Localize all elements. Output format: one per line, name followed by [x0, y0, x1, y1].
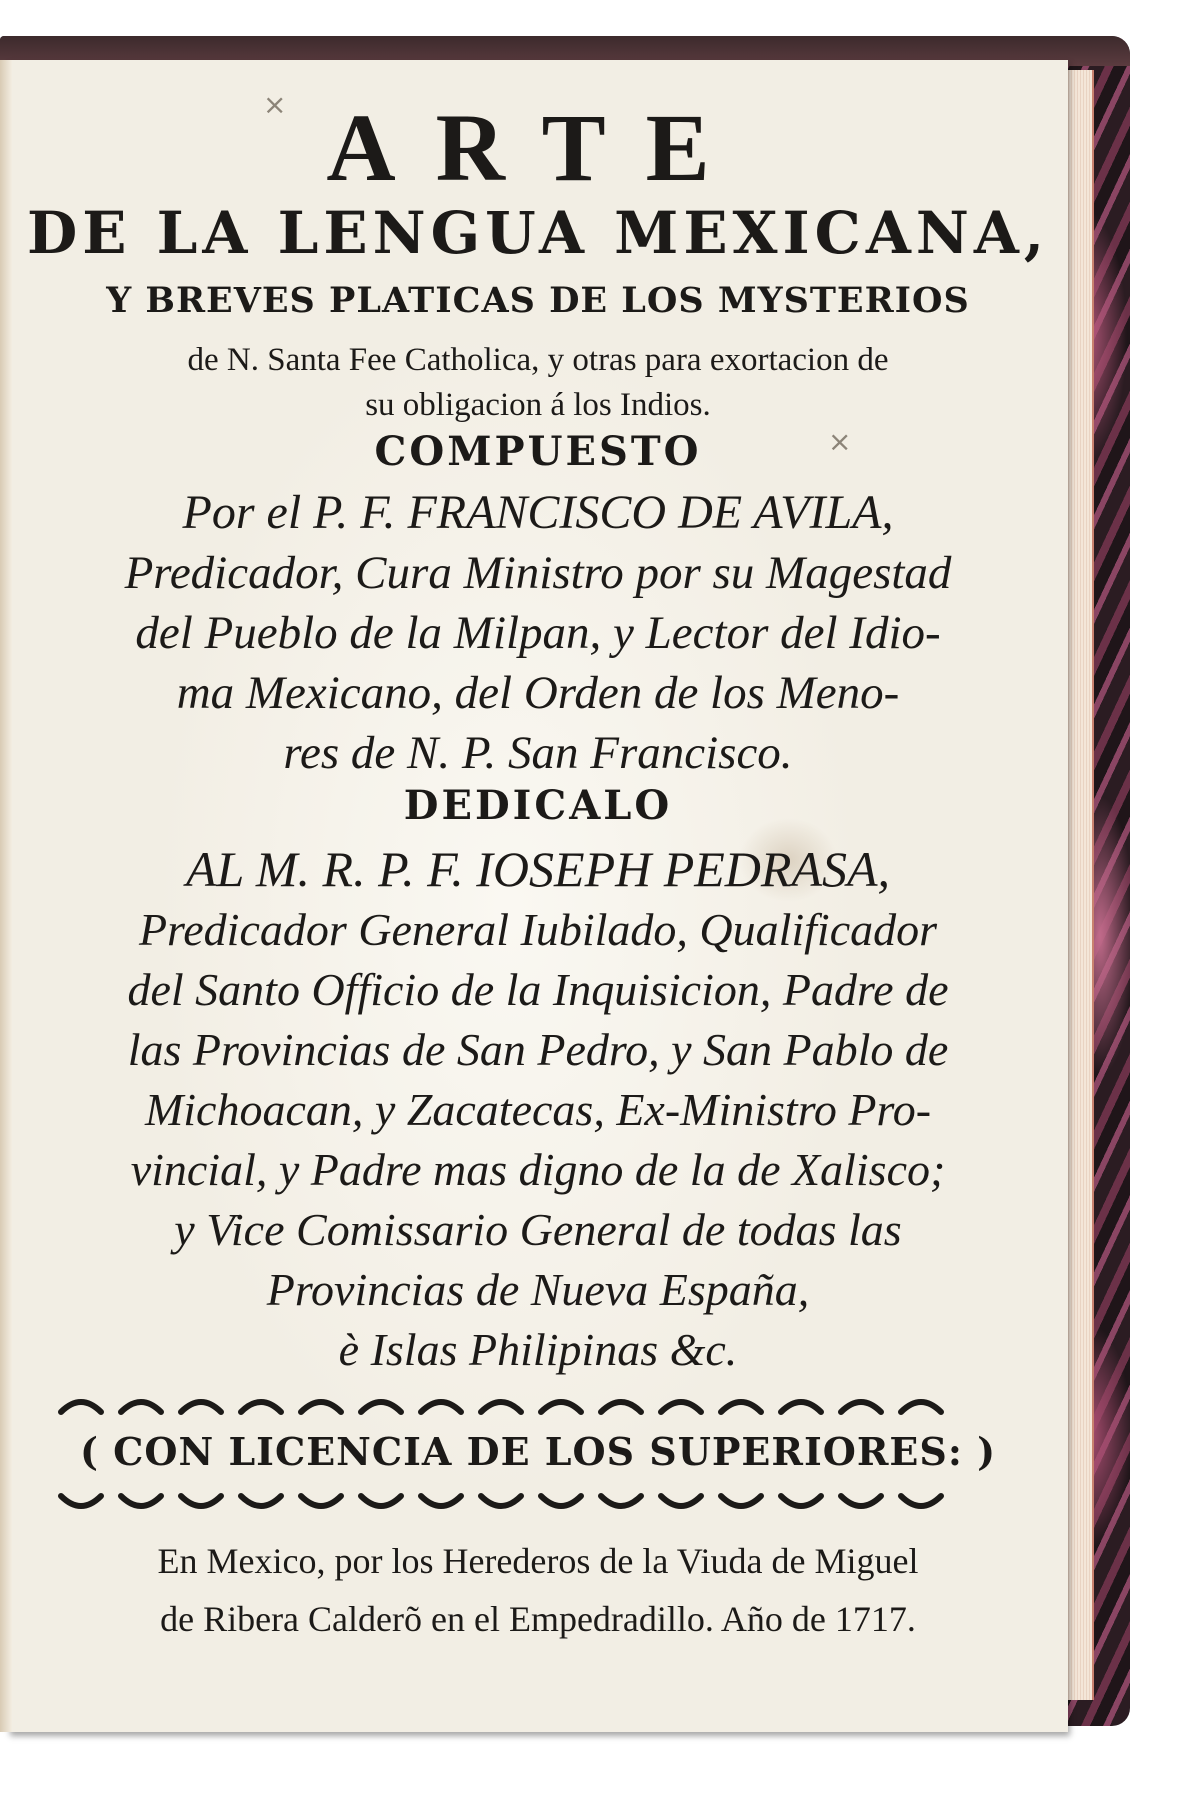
- author-line: ma Mexicano, del Orden de los Meno-: [176, 667, 900, 719]
- ornamental-border-bottom: [56, 1488, 976, 1518]
- author-line: Por el P. F. FRANCISCO DE AVILA,: [182, 486, 894, 539]
- description-line: de N. Santa Fee Catholica, y otras para exortacion de: [187, 342, 889, 378]
- ornamental-border-top: [56, 1390, 976, 1420]
- dedicatee-line: las Provincias de San Pedro, y San Pablo de: [127, 1024, 949, 1075]
- dedicatee-line: AL M. R. P. F. IOSEPH PEDRASA,: [185, 841, 891, 897]
- license-line: ( CON LICENCIA DE LOS SUPERIORES: ): [79, 1429, 997, 1474]
- description-line: Y BREVES PLATICAS DE LOS MYSTERIOS: [106, 280, 970, 321]
- dedicatee-line: Michoacan, y Zacatecas, Ex-Ministro Pro-: [144, 1084, 932, 1135]
- title-page: [8, 60, 1068, 1732]
- author-line: res de N. P. San Francisco.: [283, 727, 793, 779]
- imprint-line: En Mexico, por los Herederos de la Viuda de Miguel: [157, 1541, 919, 1581]
- author-line: Predicador, Cura Ministro por su Magestad: [124, 547, 952, 599]
- dedicatee-line: Predicador General Iubilado, Qualificador: [138, 904, 938, 955]
- dedicatee-line: è Islas Philipinas &c.: [338, 1324, 738, 1375]
- dedicatee-line: vincial, y Padre mas digno de la de Xalisco;: [130, 1144, 946, 1195]
- description-line: su obligacion á los Indios.: [365, 387, 711, 423]
- pencil-mark-x: ×: [263, 88, 287, 121]
- author-line: del Pueblo de la Milpan, y Lector del Idio-: [135, 607, 941, 659]
- dedication-label: DEDICALO: [403, 782, 673, 829]
- page-left-edge: [0, 60, 12, 1732]
- dedicatee-line: y Vice Comissario General de todas las: [174, 1204, 902, 1255]
- dedicatee-line: del Santo Officio de la Inquisicion, Padre de: [127, 964, 949, 1015]
- composed-label: COMPUESTO: [374, 428, 702, 475]
- dedicatee-line: Provincias de Nueva España,: [266, 1264, 810, 1315]
- imprint-line: de Ribera Calderõ en el Empedradillo. Año de 1717.: [160, 1599, 916, 1639]
- book-title: ARTE: [326, 94, 750, 201]
- book-subtitle: DE LA LENGUA MEXICANA,: [26, 199, 1050, 267]
- pencil-mark-x: ×: [828, 425, 852, 458]
